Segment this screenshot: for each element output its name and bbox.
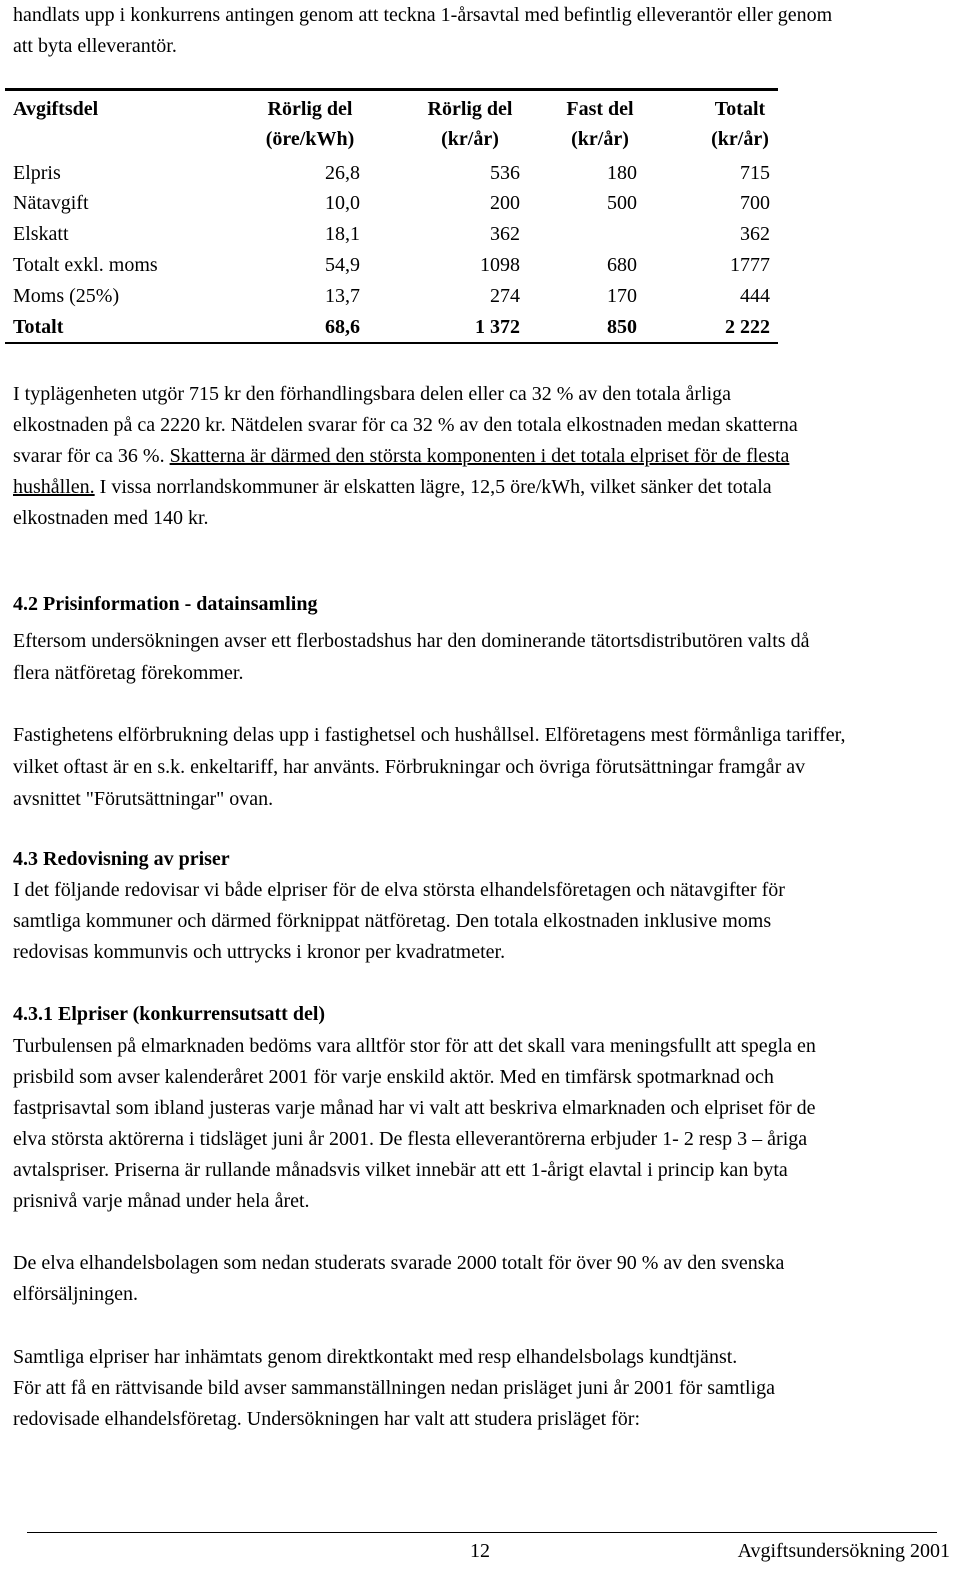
table-cell: 1777 [730,254,770,276]
table-cell: 26,8 [325,162,360,184]
para-line: redovisade elhandelsföretag. Undersökningen har valt att studera prisläget för: [13,1408,641,1430]
para-line: Fastighetens elförbrukning delas upp i fastighetsel och hushållsel. Elföretagens mest förmånliga tariffer, [13,724,846,746]
table-cell: 13,7 [325,285,360,307]
table-row-label: Elskatt [13,223,69,245]
table-cell: 180 [607,162,637,184]
para-line: avsnittet "Förutsättningar" ovan. [13,788,274,810]
page-number: 12 [470,1540,490,1562]
table-cell: 536 [490,162,520,184]
section-heading-4-2: 4.2 Prisinformation - datainsamling [13,593,318,615]
para-line: I typlägenheten utgör 715 kr den förhandlingsbara delen eller ca 32 % av den totala årliga [13,383,732,405]
table-row-label: Elpris [13,162,61,184]
header-totalt-unit: (kr/år) [711,128,769,150]
table-cell: 700 [740,192,770,214]
para-line: flera nätföretag förekommer. [13,662,244,684]
para-text: svarar för ca 36 %. [13,445,170,467]
footer-title: Avgiftsundersökning 2001 [737,1540,950,1562]
header-rorlig-ore: Rörlig del [267,98,353,120]
para-line: Turbulensen på elmarknaden bedöms vara alltför stor för att det skall vara meningsfullt att spegla en [13,1035,816,1057]
table-row-label: Totalt [13,316,64,338]
para-line: De elva elhandelsbolagen som nedan studerats svarade 2000 totalt för över 90 % av den svenska [13,1252,785,1274]
para-line: avtalspriser. Priserna är rullande månadsvis vilket innebär att ett 1-årigt elavtal i princip kan byta [13,1159,788,1181]
header-rorlig-kr-unit: (kr/år) [441,128,499,150]
underlined-text: Skatterna är därmed den största komponenten i det totala elpriset för de flesta [169,445,790,467]
section-heading-4-3-1: 4.3.1 Elpriser (konkurrensutsatt del) [13,1003,326,1025]
intro-line-2: att byta elleverantör. [13,35,177,57]
header-avgiftsdel: Avgiftsdel [13,98,99,120]
table-cell: 274 [490,285,520,307]
table-cell: 54,9 [325,254,360,276]
table-cell: 18,1 [325,223,360,245]
table-cell: 1 372 [475,316,520,338]
para-line: prisnivå varje månad under hela året. [13,1190,310,1212]
table-cell: 715 [740,162,770,184]
header-rorlig-kr: Rörlig del [427,98,513,120]
table-cell: 500 [607,192,637,214]
table-bottom-rule [5,342,778,344]
para-line [13,441,953,472]
para-line: För att få en rättvisande bild avser sammanställningen nedan prisläget juni år 2001 för samtliga [13,1377,776,1399]
para-line: vilket oftast är en s.k. enkeltariff, har använts. Förbrukningar och övriga förutsättningar framgår av [13,756,806,778]
header-fast: Fast del [566,98,634,120]
para-line: elförsäljningen. [13,1283,138,1305]
table-cell: 362 [740,223,770,245]
header-fast-unit: (kr/år) [571,128,629,150]
para-line: fastprisavtal som ibland justeras varje månad har vi valt att beskriva elmarknaden och elpriset för de [13,1097,816,1119]
para-line [13,472,953,503]
para-line: elkostnaden med 140 kr. [13,507,209,529]
table-cell: 1098 [480,254,520,276]
table-row-label: Moms (25%) [13,285,120,307]
para-line: Samtliga elpriser har inhämtats genom direktkontakt med resp elhandelsbolags kundtjänst. [13,1346,738,1368]
para-line: elkostnaden på ca 2220 kr. Nätdelen svarar för ca 32 % av den totala elkostnaden medan skatterna [13,414,798,436]
table-cell: 362 [490,223,520,245]
header-totalt: Totalt [714,98,766,120]
para-line: prisbild som avser kalenderåret 2001 för varje enskild aktör. Med en timfärsk spotmarknad och [13,1066,774,1088]
underlined-text: hushållen. [13,476,95,498]
footer-rule [27,1532,937,1533]
para-line: samtliga kommuner och därmed förknippat nätföretag. Den totala elkostnaden inklusive moms [13,910,772,932]
table-cell: 10,0 [325,192,360,214]
table-cell: 200 [490,192,520,214]
table-cell: 680 [607,254,637,276]
section-heading-4-3: 4.3 Redovisning av priser [13,848,230,870]
para-line: Eftersom undersökningen avser ett flerbostadshus har den dominerande tätortsdistributören valts då [13,630,810,652]
table-top-rule [5,88,778,91]
table-cell: 170 [607,285,637,307]
para-line: elva största aktörerna i tidsläget juni år 2001. De flesta elleverantörerna erbjuder 1- 2 resp 3 – åriga [13,1128,808,1150]
table-cell: 444 [740,285,770,307]
para-text: I vissa norrlandskommuner är elskatten lägre, 12,5 öre/kWh, vilket sänker det totala [94,476,772,498]
table-cell: 2 222 [725,316,770,338]
table-cell: 68,6 [325,316,360,338]
intro-line-1: handlats upp i konkurrens antingen genom att teckna 1-årsavtal med befintlig elleverantör eller genom [13,4,833,26]
para-line: I det följande redovisar vi både elpriser för de elva största elhandelsföretagen och nätavgifter för [13,879,785,901]
header-rorlig-ore-unit: (öre/kWh) [265,128,355,150]
table-row-label: Nätavgift [13,192,89,214]
table-row-label: Totalt exkl. moms [13,254,158,276]
table-cell: 850 [607,316,637,338]
para-line: redovisas kommunvis och uttrycks i kronor per kvadratmeter. [13,941,506,963]
